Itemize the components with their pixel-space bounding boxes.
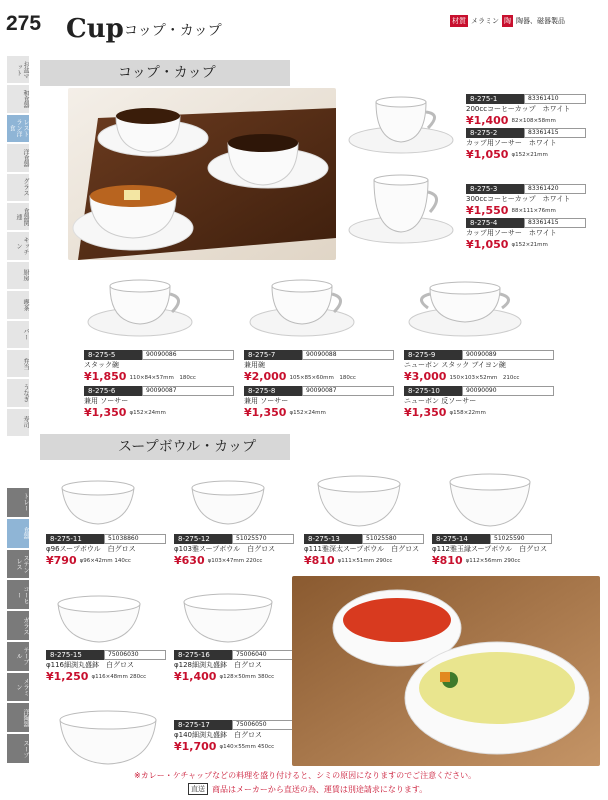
product-price: ¥1,850 xyxy=(84,370,127,383)
sidebar-item[interactable]: お盆マット xyxy=(7,56,29,83)
product-code: 8-275-2 xyxy=(466,128,524,138)
jan-code: 83361415 xyxy=(524,128,586,138)
product-code: 8-275-7 xyxy=(244,350,302,360)
product-spec: 88×111×76mm xyxy=(511,207,556,214)
product-8-275-15 xyxy=(46,650,166,683)
product-code: 8-275-9 xyxy=(404,350,462,360)
product-code: 8-275-17 xyxy=(174,720,232,730)
page-subtitle: コップ・カップ xyxy=(124,23,222,39)
cup-image-2 xyxy=(346,172,458,248)
product-8-275-12 xyxy=(174,534,294,567)
category-sidebar xyxy=(7,56,29,436)
section-heading-soup-bowls: スープボウル・カップ xyxy=(40,434,290,460)
product-spec: φ116×48mm 280cc xyxy=(91,673,147,680)
product-price: ¥1,400 xyxy=(466,114,509,127)
material-legend xyxy=(450,15,565,27)
soup-photo xyxy=(292,576,600,766)
jan-code: 90090088 xyxy=(302,350,394,360)
product-price: ¥1,550 xyxy=(466,204,509,217)
product-name: φ128細渕丸盛鉢 白グロス xyxy=(174,661,262,669)
product-code: 8-275-8 xyxy=(244,386,302,396)
bowl-image-12 xyxy=(186,478,270,528)
page-title: Cup xyxy=(66,14,124,44)
jan-code: 51025580 xyxy=(362,534,424,544)
product-8-275-9 xyxy=(404,350,554,383)
product-code: 8-275-1 xyxy=(466,94,524,104)
sidebar-item[interactable]: 寿司 xyxy=(7,409,29,436)
product-price: ¥1,700 xyxy=(174,740,217,753)
product-8-275-7 xyxy=(244,350,394,383)
product-spec: 150×103×52mm 210cc xyxy=(449,374,520,381)
product-8-275-13 xyxy=(304,534,424,567)
jan-code: 90090087 xyxy=(302,386,394,396)
product-code: 8-275-4 xyxy=(466,218,524,228)
jan-code: 75006040 xyxy=(232,650,294,660)
product-name: φ103雅スープボウル 白グロス xyxy=(174,545,276,553)
product-8-275-6 xyxy=(84,386,234,419)
product-spec: 105×85×60mm 180cc xyxy=(289,374,356,381)
bowl-image-14 xyxy=(446,472,534,530)
sidebar2-item[interactable]: トレー xyxy=(7,488,29,517)
product-price: ¥1,350 xyxy=(84,406,127,419)
bowl-image-11 xyxy=(56,478,140,528)
sidebar2-item-active[interactable]: 食器 xyxy=(7,519,29,548)
product-spec: φ96×42mm 140cc xyxy=(79,557,131,564)
product-spec: φ152×24mm xyxy=(129,409,166,416)
jan-code: 51025590 xyxy=(490,534,552,544)
product-spec: 82×108×58mm xyxy=(511,117,556,124)
sidebar-item[interactable]: グラス xyxy=(7,174,29,201)
bouillon-cup-image xyxy=(406,272,524,342)
direct-ship-text: 商品はメーカーから直送の為、運賃は別途請求になります。 xyxy=(212,784,428,794)
legend-tag-2: 陶 xyxy=(504,17,511,25)
product-name: カップ用ソーサー ホワイト xyxy=(466,139,557,147)
product-price: ¥2,000 xyxy=(244,370,287,383)
jan-code: 83361410 xyxy=(524,94,586,104)
product-price: ¥810 xyxy=(304,554,335,567)
product-spec: φ152×21mm xyxy=(511,151,548,158)
cup-image-1 xyxy=(346,92,458,162)
sidebar2-item[interactable]: ガラス xyxy=(7,611,29,640)
product-spec: φ112×56mm 290cc xyxy=(465,557,521,564)
product-code: 8-275-10 xyxy=(404,386,462,396)
product-name: φ140細渕丸盛鉢 白グロス xyxy=(174,731,262,739)
product-spec: φ140×55mm 450cc xyxy=(219,743,275,750)
jan-code: 90090089 xyxy=(462,350,554,360)
jan-code: 51025570 xyxy=(232,534,294,544)
product-price: ¥1,350 xyxy=(404,406,447,419)
product-name: 兼用 ソーサー xyxy=(244,397,289,405)
sidebar2-item[interactable]: コーヒー xyxy=(7,580,29,609)
product-name: φ96スープボウル 白グロス xyxy=(46,545,136,553)
direct-ship-note xyxy=(188,783,427,795)
sidebar-item[interactable]: 喫茶 xyxy=(7,291,29,318)
product-code: 8-275-11 xyxy=(46,534,104,544)
sidebar2-item[interactable]: スープ xyxy=(7,734,29,763)
product-name: φ112雅玉縁スープボウル 白グロス xyxy=(432,545,548,553)
product-price: ¥630 xyxy=(174,554,205,567)
sidebar2-item[interactable]: 洋陶器 xyxy=(7,703,29,732)
legend-text-1: メラミン xyxy=(471,17,499,25)
product-code: 8-275-15 xyxy=(46,650,104,660)
category-sidebar-2 xyxy=(7,488,29,763)
jan-code: 75006050 xyxy=(232,720,294,730)
product-8-275-16 xyxy=(174,650,294,683)
section-heading-cups: コップ・カップ xyxy=(40,60,290,86)
sidebar-item[interactable]: 和食器 xyxy=(7,85,29,112)
jan-code: 75006030 xyxy=(104,650,166,660)
sidebar-item[interactable]: 厨房 xyxy=(7,262,29,289)
product-code: 8-275-14 xyxy=(432,534,490,544)
product-spec: φ103×47mm 220cc xyxy=(207,557,263,564)
sidebar2-item[interactable]: メラミン xyxy=(7,673,29,702)
product-price: ¥1,400 xyxy=(174,670,217,683)
product-name: カップ用ソーサー ホワイト xyxy=(466,229,557,237)
product-photo-cups xyxy=(68,88,336,260)
product-spec: φ128×50mm 380cc xyxy=(219,673,275,680)
product-name: 兼用碗 xyxy=(244,361,265,369)
product-spec: 110×84×57mm 180cc xyxy=(129,374,196,381)
product-code: 8-275-3 xyxy=(466,184,524,194)
product-8-275-8 xyxy=(244,386,394,419)
legend-tag-1: 材質 xyxy=(452,17,466,25)
legend-text-2: 陶器、磁器製品 xyxy=(516,17,565,25)
jan-code: 83361415 xyxy=(524,218,586,228)
jan-code: 83361420 xyxy=(524,184,586,194)
product-spec: φ111×51mm 290cc xyxy=(337,557,393,564)
sidebar2-item[interactable]: テーブル xyxy=(7,642,29,671)
sidebar2-item[interactable]: ステンレス xyxy=(7,550,29,579)
sidebar-item[interactable]: 洋食器 xyxy=(7,144,29,171)
product-name: φ116細渕丸盛鉢 白グロス xyxy=(46,661,134,669)
bowl-image-16 xyxy=(180,590,276,646)
product-code: 8-275-12 xyxy=(174,534,232,544)
page-number: 275 xyxy=(6,12,42,35)
product-8-275-17 xyxy=(174,720,294,753)
product-price: ¥3,000 xyxy=(404,370,447,383)
caution-note: ※カレー・ケチャップなどの料理を盛り付けると、シミの原因になりますのでご注意ください。 xyxy=(134,771,477,780)
product-price: ¥1,250 xyxy=(46,670,89,683)
product-name: 300ccコーヒーカップ ホワイト xyxy=(466,195,571,203)
bowl-image-13 xyxy=(314,474,404,530)
product-8-275-3 xyxy=(466,184,586,217)
product-8-275-2 xyxy=(466,128,586,161)
product-code: 8-275-13 xyxy=(304,534,362,544)
jan-code: 90090090 xyxy=(462,386,554,396)
product-8-275-1 xyxy=(466,94,586,127)
product-name: ニューボン スタック ブイヨン碗 xyxy=(404,361,506,369)
sidebar-item-active[interactable]: レストラン洋食 xyxy=(7,115,29,142)
product-code: 8-275-6 xyxy=(84,386,142,396)
jan-code: 90090087 xyxy=(142,386,234,396)
product-name: 兼用 ソーサー xyxy=(84,397,129,405)
direct-ship-tag: 直送 xyxy=(188,783,208,795)
sidebar-item[interactable]: バー xyxy=(7,321,29,348)
jan-code: 90090086 xyxy=(142,350,234,360)
product-name: スタック碗 xyxy=(84,361,119,369)
sidebar-item[interactable]: うなぎ xyxy=(7,379,29,406)
product-code: 8-275-5 xyxy=(84,350,142,360)
product-price: ¥1,350 xyxy=(244,406,287,419)
dual-cup-image xyxy=(246,272,358,342)
product-price: ¥1,050 xyxy=(466,238,509,251)
bowl-image-15 xyxy=(54,592,144,646)
sidebar-item[interactable]: 食器関連 xyxy=(7,203,29,230)
product-8-275-10 xyxy=(404,386,554,419)
sidebar-item[interactable]: 弁当 xyxy=(7,350,29,377)
stack-cup-image xyxy=(84,272,196,342)
product-price: ¥810 xyxy=(432,554,463,567)
product-8-275-5 xyxy=(84,350,234,383)
product-spec: φ152×21mm xyxy=(511,241,548,248)
product-name: ニューボン 反ソーサー xyxy=(404,397,477,405)
bowl-image-17 xyxy=(56,708,160,768)
product-code: 8-275-16 xyxy=(174,650,232,660)
product-8-275-4 xyxy=(466,218,586,251)
product-price: ¥790 xyxy=(46,554,77,567)
product-8-275-11 xyxy=(46,534,166,567)
product-spec: φ152×24mm xyxy=(289,409,326,416)
product-spec: φ158×22mm xyxy=(449,409,486,416)
product-price: ¥1,050 xyxy=(466,148,509,161)
product-name: φ111雅深太スープボウル 白グロス xyxy=(304,545,420,553)
product-name: 200ccコーヒーカップ ホワイト xyxy=(466,105,571,113)
product-8-275-14 xyxy=(432,534,552,567)
jan-code: 51038860 xyxy=(104,534,166,544)
sidebar-item[interactable]: キッチン xyxy=(7,232,29,259)
